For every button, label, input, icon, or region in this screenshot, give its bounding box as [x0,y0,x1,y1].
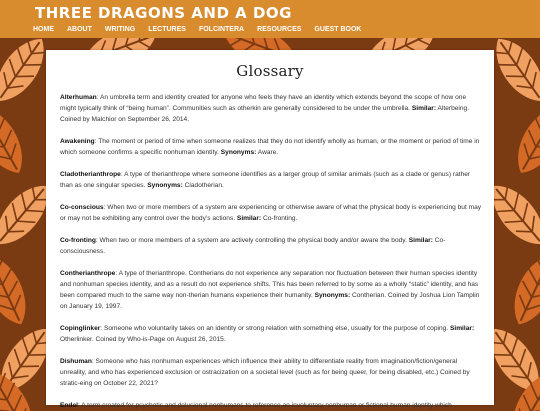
glossary-entry [60,136,482,158]
glossary-term: Co-fronting [60,237,96,244]
glossary-entry [60,92,482,125]
glossary-definition: : Someone who has nonhuman experiences which influence their ability to differentiate reality from imagination/fiction/general unreality, and who has experienced exclusion or ostracization on a societal level (such as for being queer, for being disabled, etc.) Coined by stratic-eing on October 22, 2021? [60,358,470,387]
nav-item-guest-book[interactable]: GUEST BOOK [314,26,362,33]
site-title[interactable]: THREE DRAGONS AND A DOG [35,4,292,22]
glossary-term: Alterhuman [60,94,97,101]
nav-item-folcintera[interactable]: FOLCINTERA [198,26,245,33]
glossary-definition: : When two or more members of a system are experiencing or otherwise aware of what the physical body is experiencing but may or may not be exhibiting any control over the body’s actions. [60,204,482,222]
glossary-term: Contherianthrope [60,270,116,277]
similar-label: Similar: [408,237,433,244]
nav-item-writing[interactable]: WRITING [104,26,136,33]
glossary-definition: : A type of therianthrope. Contherians do not experience any separation nor fluctuation between their human species identity and nonhuman species identity, and as a result do not experience shifts. This has been referred to by some as a wholly “static” identity, and has been compared much to the same way non-therian humans experience their humanity. [60,270,479,299]
synonyms-label: Synonyms: [220,149,257,156]
main-nav [0,20,540,38]
glossary-entry [60,202,482,224]
synonyms-label: Synonyms: [314,292,351,299]
glossary-entry [60,169,482,191]
nav-item-lectures[interactable]: LECTURES [148,26,186,33]
glossary-definition: : A type of therianthrope where someone identifies as a larger group of similar animals (such as a clade or genus) rather than as one singular species. [60,171,471,189]
glossary-list [46,92,494,411]
glossary-term: Copinglinker [60,325,101,332]
glossary-term: Awakening [60,138,95,145]
synonyms-value: Aware. [256,149,279,156]
nav-item-home[interactable]: HOME [33,26,54,33]
glossary-definition: : An umbrella term and identity created for anyone who feels they have an identity which extends beyond the scope of how one might typically think of “being human”. Communities such as otherkin are generally considered to be under the umbrella. [60,94,467,112]
nav-item-about[interactable]: ABOUT [67,26,92,33]
similar-label: Similar: [411,105,437,112]
glossary-entry [60,235,482,257]
page-title: Glossary [236,62,304,80]
glossary-entry [60,323,482,345]
content-panel [46,50,494,409]
similar-value: Alterbeing. Coined by Malchior on September 26, 2014. [60,105,470,123]
synonyms-label: Synonyms: [147,182,183,189]
glossary-term: Cladotherianthrope [60,171,121,178]
similar-value: Co-consciousness. [60,237,446,255]
glossary-entry [60,268,482,312]
glossary-definition: : When two or more members of a system are actively controlling the physical body and/or aware the body. [95,237,409,244]
glossary-entry [60,400,482,411]
synonyms-value: Cladotherian. [182,182,224,189]
similar-label: Similar: [449,325,475,332]
glossary-definition: : A term created for psychotic and delusional nonhumans to reference an involuntary nonhuman or fictional human identity which [77,402,452,409]
synonyms-value: Contherian. Coined by Joshua Lion Tamplin on January 19, 1997. [60,292,480,310]
similar-label: Similar: [236,215,262,222]
nav-item-resources[interactable]: RESOURCES [257,26,302,33]
glossary-entry [60,356,482,389]
glossary-term: Co-conscious [60,204,104,211]
glossary-term: Endel [60,402,78,409]
glossary-definition: : Someone who voluntarily takes on an identity or strong relation with something else, usually for the purpose of coping. [100,325,450,332]
similar-value: Co-fronting. [261,215,298,222]
glossary-definition: : The moment or period of time when someone realizes that they do not identify wholly as human, or the moment or period of time in which someone confirms a specific nonhuman identity. [60,138,480,156]
glossary-term: Dishuman [60,358,92,365]
similar-value: Otherlinker. Coined by Who-is-Page on August 26, 2015. [60,336,226,343]
